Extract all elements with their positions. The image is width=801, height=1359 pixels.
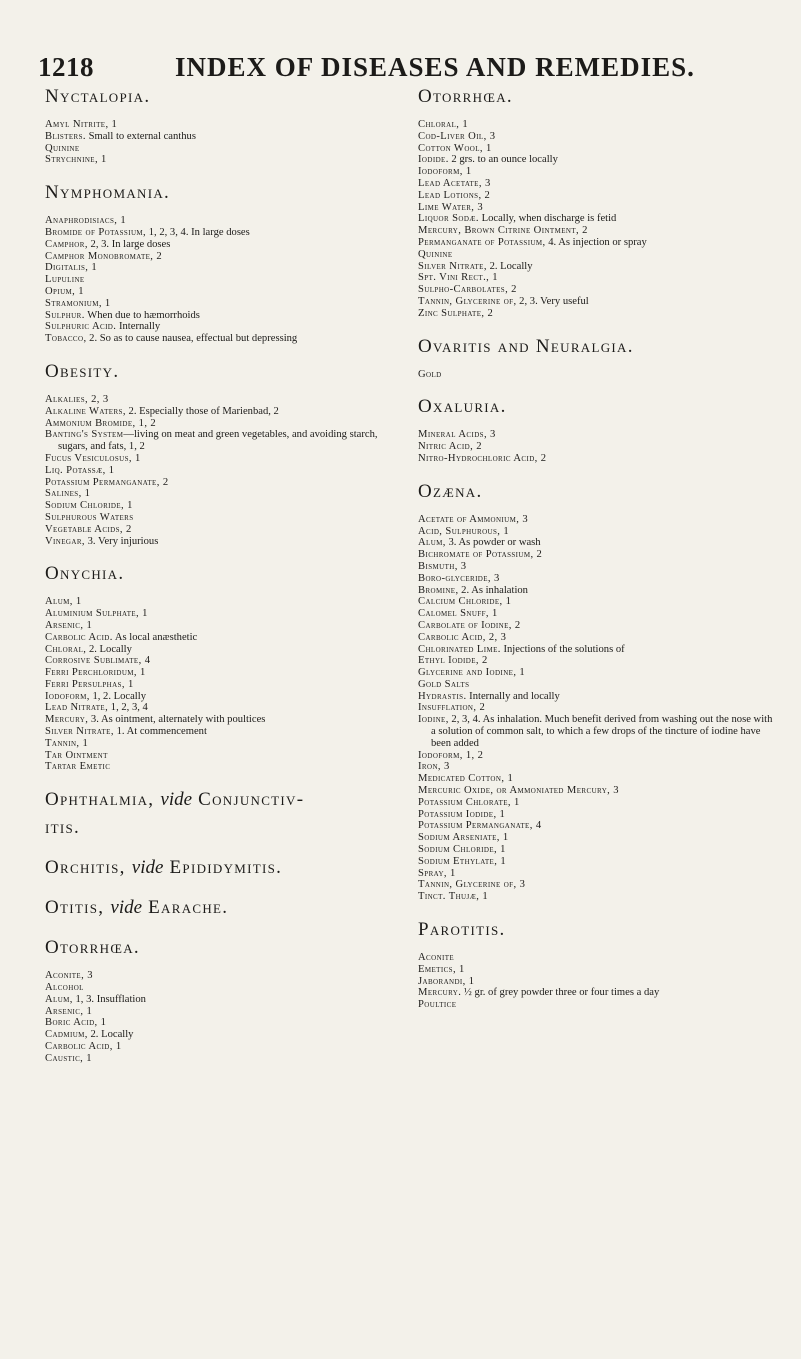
remedy-name: Cod-Liver Oil, 3 bbox=[418, 130, 496, 142]
remedy-name: Spray, 1 bbox=[418, 867, 456, 879]
remedy-note: When due to hæmorrhoids bbox=[84, 309, 200, 321]
remedy-name: Lead Acetate, 3 bbox=[418, 177, 491, 189]
cross-reference-heading bbox=[45, 855, 400, 881]
list-item bbox=[418, 261, 773, 273]
remedy-name: Sodium Ethylate, 1 bbox=[418, 855, 507, 867]
entry-list bbox=[418, 514, 773, 903]
list-item bbox=[418, 952, 773, 964]
section-heading: Onychia. bbox=[45, 563, 125, 585]
remedy-name: Bromide of Potassium, bbox=[45, 226, 147, 238]
remedy-note: Internally and locally bbox=[466, 690, 560, 702]
list-item bbox=[418, 987, 773, 999]
list-item bbox=[418, 237, 773, 249]
list-item bbox=[45, 691, 400, 703]
list-item bbox=[45, 632, 400, 644]
remedy-name: Ferri Perchloridum, 1 bbox=[45, 667, 146, 679]
list-item bbox=[45, 500, 400, 512]
section-heading: Oxaluria. bbox=[418, 396, 507, 418]
cross-reference bbox=[45, 895, 400, 921]
remedy-note: 2, 3. In large doses bbox=[87, 238, 171, 250]
section-obesity bbox=[45, 359, 400, 547]
remedy-name: Arsenic, 1 bbox=[45, 1005, 93, 1017]
remedy-name: Tobacco, bbox=[45, 333, 87, 345]
entry-list bbox=[45, 596, 400, 773]
remedy-name: Sulphurous Waters bbox=[45, 511, 134, 523]
remedy-name: Chloral, 1 bbox=[418, 119, 469, 130]
list-item bbox=[418, 526, 773, 538]
remedy-name: Lead Nitrate, bbox=[45, 702, 109, 714]
remedy-name: Permanganate of Potassium, bbox=[418, 236, 546, 248]
list-item bbox=[418, 119, 773, 131]
section-heading: Obesity. bbox=[45, 360, 120, 382]
list-item bbox=[418, 154, 773, 166]
remedy-note: 2. Locally bbox=[486, 260, 533, 272]
remedy-name: Acid, Sulphurous, 1 bbox=[418, 525, 510, 537]
list-item bbox=[45, 524, 400, 536]
remedy-name: Nitric Acid, 2 bbox=[418, 441, 482, 453]
entry-list bbox=[45, 215, 400, 345]
remedy-name: Tannin, 1 bbox=[45, 737, 89, 749]
list-item bbox=[45, 119, 400, 131]
remedy-name: Alum, 1 bbox=[45, 596, 82, 608]
list-item bbox=[418, 296, 773, 308]
remedy-note: Small to external canthus bbox=[85, 130, 196, 142]
list-item bbox=[45, 596, 400, 608]
vide-label: vide bbox=[131, 857, 164, 879]
section-nyctalopia bbox=[45, 84, 400, 166]
remedy-name: Insufflation, 2 bbox=[418, 702, 486, 714]
remedy-name: Sulphuric Acid. bbox=[45, 321, 117, 333]
cross-reference-term: Orchitis, bbox=[45, 857, 126, 879]
remedy-name: Iodoform, 1, 2 bbox=[418, 749, 484, 761]
remedy-name: Calomel Snuff, 1 bbox=[418, 608, 498, 620]
entry-list bbox=[418, 119, 773, 320]
remedy-name: Arsenic, 1 bbox=[45, 619, 93, 631]
list-item bbox=[418, 976, 773, 988]
remedy-name: Medicated Cotton, 1 bbox=[418, 773, 514, 785]
remedy-name: Sulpho-Carbolates, 2 bbox=[418, 284, 517, 296]
remedy-name: Liq. Potassæ, 1 bbox=[45, 464, 115, 476]
list-item bbox=[45, 679, 400, 691]
remedy-name: Camphor, bbox=[45, 238, 88, 250]
remedy-name: Sodium Arseniate, 1 bbox=[418, 832, 509, 844]
cross-reference-heading bbox=[45, 895, 400, 921]
remedy-name: Acetate of Ammonium, 3 bbox=[418, 513, 529, 525]
cross-reference-continuation: itis. bbox=[45, 817, 81, 839]
cross-reference-heading bbox=[45, 787, 400, 813]
list-item bbox=[418, 785, 773, 797]
section-heading: Otorrhœa. bbox=[45, 937, 140, 959]
remedy-name: Mercury, Brown Citrine Ointment, 2 bbox=[418, 225, 588, 237]
remedy-name: Aconite bbox=[418, 952, 455, 964]
remedy-name: Gold bbox=[418, 368, 442, 380]
cross-reference-target: Earache. bbox=[148, 897, 229, 919]
cross-reference bbox=[45, 855, 400, 881]
list-item bbox=[45, 310, 400, 322]
section-otorrh-a bbox=[418, 84, 773, 320]
remedy-note: 1. At commencement bbox=[113, 726, 207, 738]
remedy-name: Fucus Vesiculosus, 1 bbox=[45, 452, 141, 464]
right-column bbox=[418, 84, 773, 1025]
remedy-name: Ethyl Iodide, 2 bbox=[418, 655, 488, 667]
remedy-name: Tinct. Thujæ, 1 bbox=[418, 891, 489, 903]
list-item bbox=[45, 298, 400, 310]
list-item bbox=[45, 333, 400, 345]
list-item bbox=[45, 477, 400, 489]
entry-list bbox=[418, 369, 773, 381]
list-item bbox=[418, 596, 773, 608]
list-item bbox=[45, 738, 400, 750]
remedy-name: Quinine bbox=[418, 248, 453, 260]
remedy-name: Bromine, bbox=[418, 584, 459, 596]
remedy-name: Silver Nitrate, bbox=[45, 726, 114, 738]
list-item bbox=[418, 655, 773, 667]
list-item bbox=[418, 272, 773, 284]
remedy-name: Vinegar, bbox=[45, 535, 85, 547]
list-item bbox=[418, 773, 773, 785]
remedy-name: Digitalis, 1 bbox=[45, 262, 98, 274]
list-item bbox=[418, 691, 773, 703]
list-item bbox=[418, 809, 773, 821]
remedy-name: Tartar Emetic bbox=[45, 761, 111, 773]
list-item bbox=[418, 891, 773, 903]
remedy-note: 3. Very injurious bbox=[84, 535, 159, 547]
vide-label: vide bbox=[110, 897, 143, 919]
list-item bbox=[418, 143, 773, 155]
list-item bbox=[418, 202, 773, 214]
section-onychia bbox=[45, 561, 400, 773]
remedy-name: Alkaline Waters, bbox=[45, 405, 126, 417]
remedy-name: Lead Lotions, 2 bbox=[418, 189, 491, 201]
list-item bbox=[45, 131, 400, 143]
remedy-name: Cadmium, bbox=[45, 1029, 88, 1041]
section-heading: Otorrhœa. bbox=[418, 86, 513, 107]
remedy-note: 3. As powder or wash bbox=[445, 537, 541, 549]
remedy-name: Banting's System bbox=[45, 429, 124, 441]
list-item bbox=[45, 406, 400, 418]
section-nymphomania bbox=[45, 180, 400, 345]
list-item bbox=[418, 178, 773, 190]
remedy-name: Alum, bbox=[418, 537, 446, 549]
remedy-name: Nitro-Hydrochloric Acid, 2 bbox=[418, 452, 547, 464]
remedy-name: Potassium Permanganate, 4 bbox=[418, 820, 542, 832]
remedy-note: 1, 3. Insufflation bbox=[72, 993, 146, 1005]
section-ovaritis-and-neuralgia bbox=[418, 334, 773, 381]
list-item bbox=[418, 369, 773, 381]
list-item bbox=[45, 143, 400, 155]
remedy-name: Bismuth, 3 bbox=[418, 560, 467, 572]
list-item bbox=[418, 714, 773, 749]
list-item bbox=[45, 982, 400, 994]
list-item bbox=[418, 702, 773, 714]
remedy-name: Alkalies, 2, 3 bbox=[45, 393, 109, 405]
remedy-name: Boro-glyceride, 3 bbox=[418, 572, 500, 584]
remedy-name: Potassium Chlorate, 1 bbox=[418, 796, 520, 808]
remedy-name: Corrosive Sublimate, 4 bbox=[45, 655, 151, 667]
list-item bbox=[45, 418, 400, 430]
list-item bbox=[418, 761, 773, 773]
remedy-name: Iodoform, bbox=[45, 690, 90, 702]
list-item bbox=[418, 844, 773, 856]
remedy-name: Camphor Monobromate, 2 bbox=[45, 250, 163, 262]
list-item bbox=[45, 714, 400, 726]
remedy-name: Cotton Wool, 1 bbox=[418, 142, 492, 154]
remedy-name: Lime Water, 3 bbox=[418, 201, 484, 213]
list-item bbox=[45, 512, 400, 524]
list-item bbox=[418, 620, 773, 632]
remedy-name: Mineral Acids, 3 bbox=[418, 429, 496, 441]
remedy-note: 1, 2, 3, 4. In large doses bbox=[146, 226, 250, 238]
section-heading: Parotitis. bbox=[418, 919, 506, 941]
list-item bbox=[418, 225, 773, 237]
list-item bbox=[45, 620, 400, 632]
vide-label: vide bbox=[160, 789, 193, 811]
remedy-note: 1, 2. Locally bbox=[89, 690, 146, 702]
list-item bbox=[418, 249, 773, 261]
remedy-name: Ammonium Bromide, 1, 2 bbox=[45, 417, 157, 429]
remedy-note: 2. Locally bbox=[87, 1029, 134, 1041]
list-item bbox=[45, 453, 400, 465]
remedy-name: Sulphur. bbox=[45, 309, 85, 321]
list-item bbox=[418, 190, 773, 202]
list-item bbox=[418, 441, 773, 453]
cross-reference-target: Epididymitis. bbox=[169, 857, 283, 879]
list-item bbox=[45, 761, 400, 773]
list-item bbox=[418, 856, 773, 868]
remedy-name: Iodide. bbox=[418, 154, 449, 166]
list-item bbox=[418, 999, 773, 1011]
remedy-name: Caustic, 1 bbox=[45, 1052, 92, 1064]
list-item bbox=[45, 702, 400, 714]
list-item bbox=[418, 573, 773, 585]
remedy-name: Strychnine, 1 bbox=[45, 154, 107, 166]
remedy-name: Sodium Chloride, 1 bbox=[45, 500, 133, 512]
remedy-name: Carbolic Acid, 1 bbox=[45, 1041, 122, 1053]
remedy-name: Tar Ointment bbox=[45, 749, 108, 761]
list-item bbox=[418, 213, 773, 225]
remedy-name: Ferri Persulphas, 1 bbox=[45, 678, 134, 690]
remedy-note: Locally, when discharge is fetid bbox=[478, 213, 617, 225]
remedy-name: Sodium Chloride, 1 bbox=[418, 844, 506, 856]
remedy-name: Silver Nitrate, bbox=[418, 260, 487, 272]
list-item bbox=[45, 262, 400, 274]
list-item bbox=[418, 679, 773, 691]
remedy-name: Iodine, bbox=[418, 714, 449, 726]
list-item bbox=[418, 585, 773, 597]
left-column bbox=[45, 84, 400, 1079]
list-item bbox=[45, 429, 400, 453]
list-item bbox=[45, 286, 400, 298]
list-item bbox=[45, 994, 400, 1006]
cross-reference-term: Ophthalmia, bbox=[45, 789, 155, 811]
list-item bbox=[45, 154, 400, 166]
list-item bbox=[418, 284, 773, 296]
remedy-name: Salines, 1 bbox=[45, 488, 91, 500]
section-oxaluria bbox=[418, 394, 773, 464]
list-item bbox=[45, 726, 400, 738]
list-item bbox=[418, 561, 773, 573]
remedy-name: Aconite, 3 bbox=[45, 970, 93, 982]
remedy-note: 2. Especially those of Marienbad, 2 bbox=[125, 405, 279, 417]
remedy-name: Bichromate of Potassium, 2 bbox=[418, 549, 543, 561]
list-item bbox=[45, 321, 400, 333]
section-parotitis bbox=[418, 917, 773, 1011]
remedy-name: Alum, bbox=[45, 993, 73, 1005]
list-item bbox=[418, 632, 773, 644]
remedy-name: Spt. Vini Rect., 1 bbox=[418, 272, 498, 284]
remedy-note: Injections of the solutions of bbox=[500, 643, 625, 655]
list-item bbox=[45, 215, 400, 227]
section-otorrh-a bbox=[45, 935, 400, 1064]
list-item bbox=[45, 274, 400, 286]
remedy-name: Mercury, bbox=[45, 714, 89, 726]
list-item bbox=[418, 131, 773, 143]
list-item bbox=[45, 970, 400, 982]
remedy-name: Anaphrodisiacs, 1 bbox=[45, 215, 127, 227]
remedy-note: 2 grs. to an ounce locally bbox=[448, 154, 558, 166]
cross-reference-term: Otitis, bbox=[45, 897, 105, 919]
list-item bbox=[45, 667, 400, 679]
list-item bbox=[418, 750, 773, 762]
remedy-note: As local anæsthetic bbox=[112, 631, 198, 643]
list-item bbox=[418, 537, 773, 549]
entry-list bbox=[418, 952, 773, 1011]
remedy-name: Tannin, Glycerine of, 3 bbox=[418, 879, 526, 891]
remedy-name: Opium, 1 bbox=[45, 285, 84, 297]
list-item bbox=[45, 1053, 400, 1065]
list-item bbox=[418, 453, 773, 465]
remedy-name: Chlorinated Lime. bbox=[418, 643, 501, 655]
remedy-name: Calcium Chloride, 1 bbox=[418, 596, 512, 608]
remedy-name: Hydrastis. bbox=[418, 690, 467, 702]
list-item bbox=[418, 308, 773, 320]
remedy-name: Zinc Sulphate, 2 bbox=[418, 307, 494, 319]
list-item bbox=[418, 879, 773, 891]
remedy-name: Stramonium, 1 bbox=[45, 297, 111, 309]
remedy-name: Mercury. bbox=[418, 987, 462, 999]
remedy-name: Aluminium Sulphate, 1 bbox=[45, 608, 148, 620]
remedy-name: Mercuric Oxide, or Ammoniated Mercury, 3 bbox=[418, 785, 619, 797]
remedy-note: ½ gr. of grey powder three or four times a day bbox=[461, 987, 660, 999]
remedy-name: Lupuline bbox=[45, 274, 85, 286]
remedy-note: 1, 2, 3, 4 bbox=[108, 702, 148, 714]
list-item bbox=[418, 964, 773, 976]
section-oz-na bbox=[418, 479, 773, 903]
list-item bbox=[418, 868, 773, 880]
entry-list bbox=[418, 429, 773, 464]
entry-list bbox=[45, 119, 400, 166]
remedy-name: Carbolic Acid, 2, 3 bbox=[418, 631, 507, 643]
remedy-note: 3. As ointment, alternately with poultices bbox=[88, 714, 266, 726]
remedy-note: —living on meat and green vegetables, and avoiding starch, sugars, and fats, 1, 2 bbox=[58, 429, 378, 453]
list-item bbox=[45, 655, 400, 667]
list-item bbox=[45, 488, 400, 500]
list-item bbox=[45, 465, 400, 477]
remedy-note: Internally bbox=[116, 321, 161, 333]
remedy-note: 2. So as to cause nausea, effectual but depressing bbox=[86, 333, 298, 345]
list-item bbox=[418, 166, 773, 178]
remedy-name: Potassium Permanganate, 2 bbox=[45, 476, 169, 488]
list-item bbox=[418, 514, 773, 526]
running-title: INDEX OF DISEASES AND REMEDIES. bbox=[175, 52, 695, 82]
entry-list bbox=[45, 394, 400, 547]
remedy-name: Vegetable Acids, 2 bbox=[45, 523, 132, 535]
section-heading: Nymphomania. bbox=[45, 182, 171, 204]
list-item bbox=[45, 644, 400, 656]
section-heading: Nyctalopia. bbox=[45, 86, 151, 107]
list-item bbox=[45, 1029, 400, 1041]
remedy-name: Carbolic Acid. bbox=[45, 631, 113, 643]
remedy-name: Amyl Nitrite, 1 bbox=[45, 119, 118, 130]
remedy-name: Chloral, bbox=[45, 643, 87, 655]
remedy-name: Emetics, 1 bbox=[418, 963, 465, 975]
remedy-name: Boric Acid, 1 bbox=[45, 1017, 107, 1029]
remedy-name: Blisters. bbox=[45, 130, 86, 142]
list-item bbox=[418, 832, 773, 844]
list-item bbox=[418, 608, 773, 620]
list-item bbox=[45, 394, 400, 406]
list-item bbox=[418, 644, 773, 656]
list-item bbox=[45, 608, 400, 620]
list-item bbox=[45, 1006, 400, 1018]
list-item bbox=[45, 750, 400, 762]
section-heading: Ozæna. bbox=[418, 480, 483, 502]
remedy-name: Poultice bbox=[418, 999, 457, 1011]
list-item bbox=[418, 667, 773, 679]
list-item bbox=[45, 1017, 400, 1029]
remedy-note: 2, 3, 4. As inhalation. Much benefit derived from washing out the nose with a solution of common salt, to which a few drops of the tincture of iodine have been added bbox=[431, 714, 773, 749]
list-item bbox=[45, 227, 400, 239]
remedy-note: 4. As injection or spray bbox=[545, 236, 647, 248]
remedy-name: Tannin, Glycerine of, bbox=[418, 295, 517, 307]
section-heading: Ovaritis and Neuralgia. bbox=[418, 335, 634, 357]
list-item bbox=[45, 239, 400, 251]
remedy-name: Alcohol bbox=[45, 982, 84, 994]
remedy-note: 2. As inhalation bbox=[458, 584, 528, 596]
remedy-name: Liquor Sodæ. bbox=[418, 213, 479, 225]
list-item bbox=[45, 251, 400, 263]
remedy-name: Iodoform, 1 bbox=[418, 166, 472, 178]
remedy-name: Gold Salts bbox=[418, 678, 470, 690]
remedy-note: 2. Locally bbox=[86, 643, 132, 655]
remedy-name: Carbolate of Iodine, 2 bbox=[418, 619, 521, 631]
entry-list bbox=[45, 970, 400, 1064]
list-item bbox=[418, 797, 773, 809]
remedy-name: Iron, 3 bbox=[418, 761, 450, 773]
remedy-name: Potassium Iodide, 1 bbox=[418, 808, 506, 820]
cross-reference bbox=[45, 787, 400, 841]
list-item bbox=[45, 1041, 400, 1053]
page-number: 1218 bbox=[38, 52, 94, 82]
list-item bbox=[418, 549, 773, 561]
remedy-name: Glycerine and Iodine, 1 bbox=[418, 667, 526, 679]
remedy-name: Quinine bbox=[45, 142, 80, 154]
list-item bbox=[45, 536, 400, 548]
remedy-note: 2, 3. Very useful bbox=[516, 295, 589, 307]
cross-reference-target: Conjunctiv- bbox=[198, 789, 305, 811]
remedy-name: Jaborandi, 1 bbox=[418, 975, 475, 987]
list-item bbox=[418, 820, 773, 832]
list-item bbox=[418, 429, 773, 441]
